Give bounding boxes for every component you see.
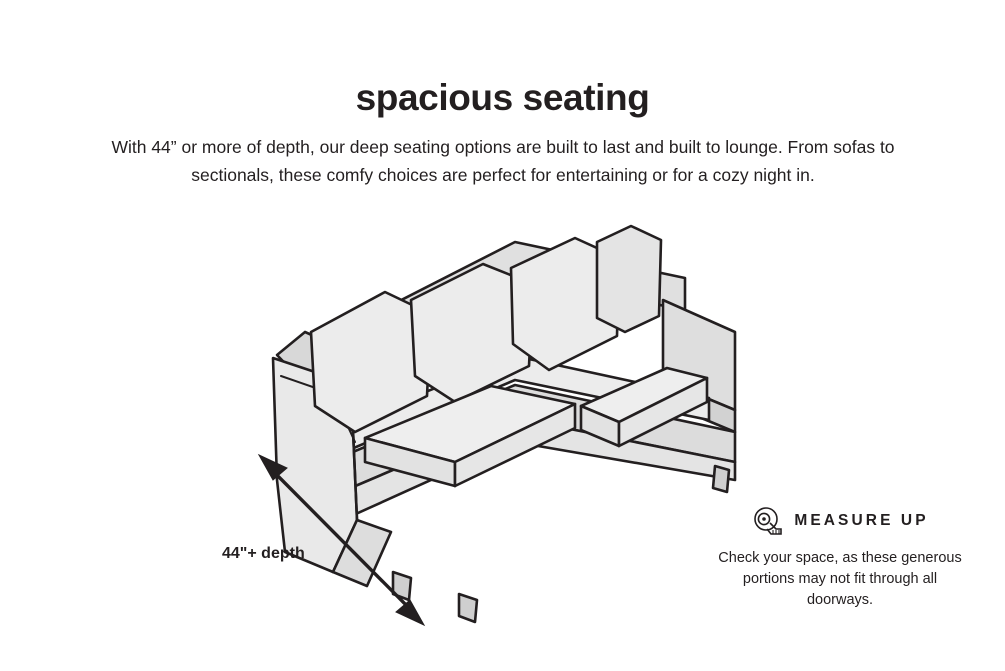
depth-dimension-label: 44"+ depth	[222, 545, 305, 562]
measure-up-body: Check your space, as these generous portions may not fit through all doorways.	[718, 550, 962, 608]
measure-up-header	[711, 505, 969, 537]
measure-up-callout	[711, 505, 969, 611]
measure-up-title: MEASURE UP	[794, 512, 929, 529]
page-description: With 44” or more of depth, our deep seating options are built to last and built to lounge. From sofas to sectionals, these comfy choices are perfect for entertaining or for a cozy night in.	[111, 136, 895, 185]
tape-measure-icon	[751, 505, 783, 537]
page-title: spacious seating	[355, 76, 650, 118]
